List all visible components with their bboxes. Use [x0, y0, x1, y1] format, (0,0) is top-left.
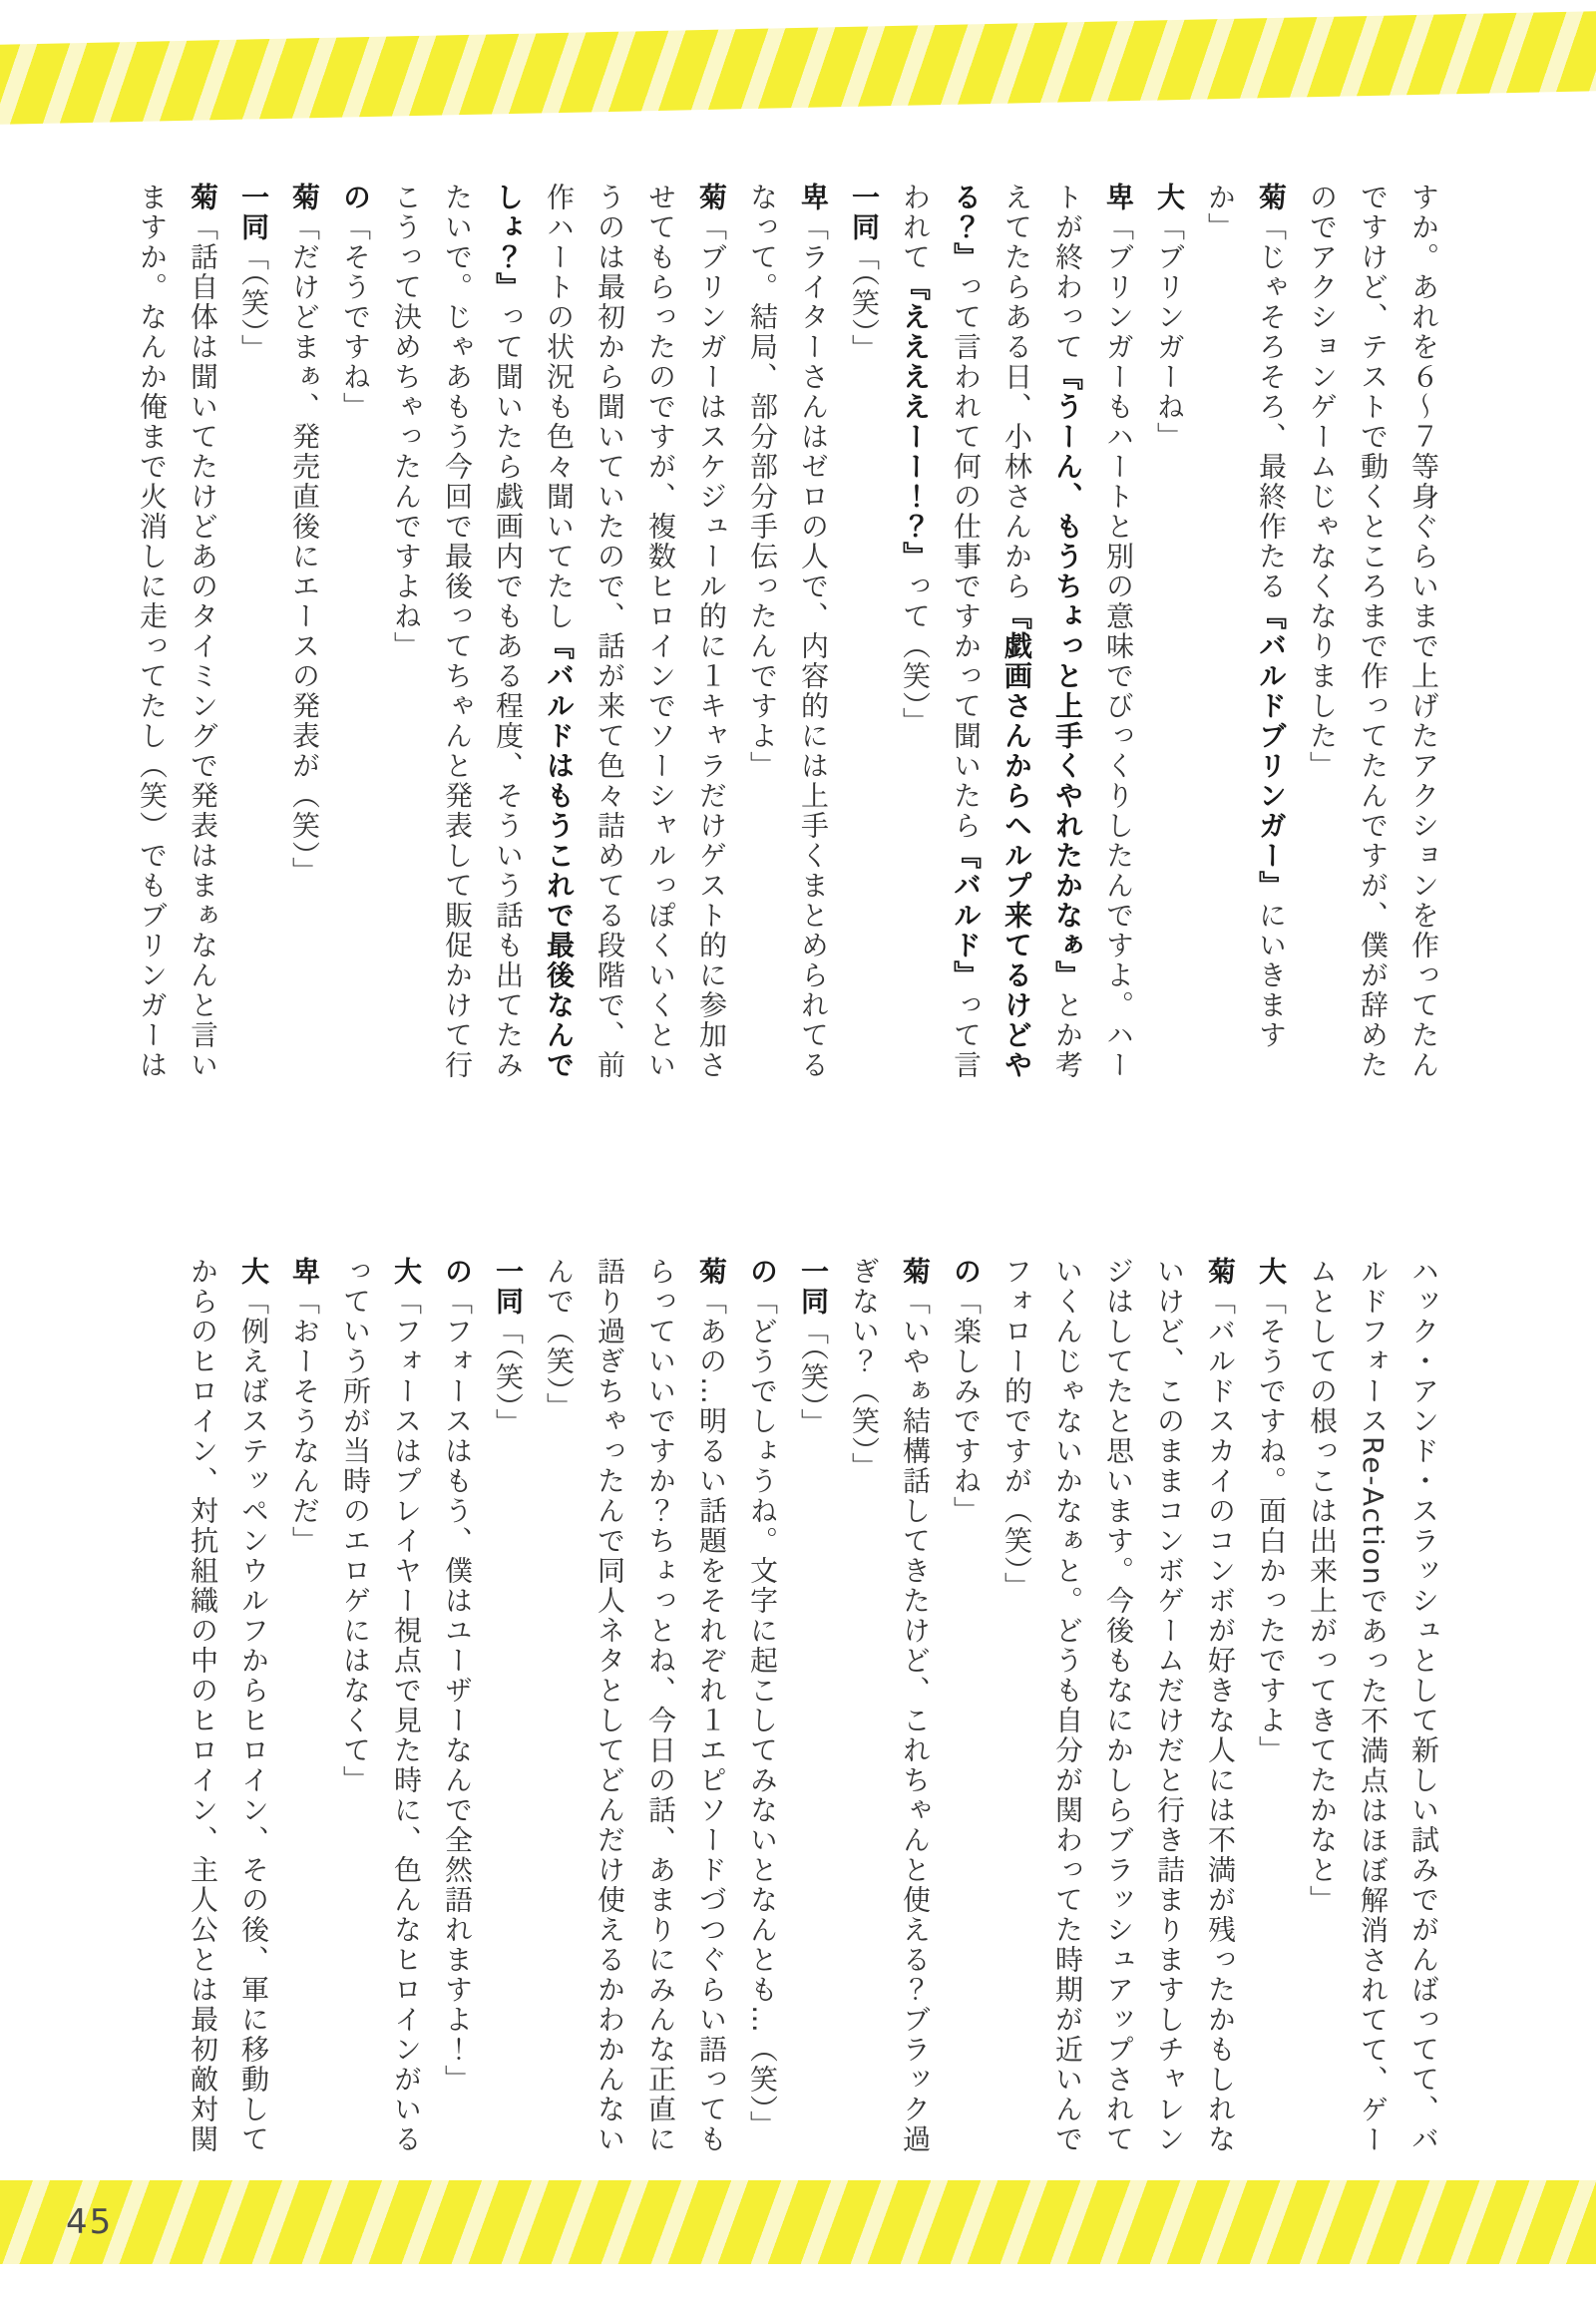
text-segment: にいきますか」	[1204, 183, 1288, 1050]
text-segment: 「ブリンガーね」	[1153, 212, 1186, 452]
speaker-label: 一同	[492, 1257, 525, 1317]
dialogue-paragraph	[1297, 183, 1449, 1085]
text-segment: 「そうですね」	[339, 212, 372, 422]
dialogue-paragraph	[279, 183, 330, 1085]
text-segment: 「バルドスカイのコンボが好きな人には不満が残ったかもしれないけど、このままコンボゲームだけだと行き詰まりますしチャレンジはしてたと思います。今後もなにかしらブラッシュアップされていくんじゃないかなぁと。どうも自分が関わってた時期が近いんでフォロー的ですが（笑）」	[1000, 1257, 1237, 2154]
text-segment: ハック・アンド・スラッシュとして新しい試みでがんばってて、バルドフォースRe-Actionであった不満点はほぼ解消されてて、ゲームとしての根っこは出来上がってきてたかなと」	[1306, 1257, 1440, 2155]
text-segment: 「だけどまぁ、発売直後にエースの発表が（笑）」	[288, 212, 321, 887]
text-segment: 「フォースはもう、僕はユーザーなんで全然語れますよ！」	[441, 1287, 474, 2095]
text-segment: 「例えばステッペンウルフからヒロイン、その後、軍に移動してからのヒロイン、対抗組織の中のヒロイン、主人公とは最初敵対関	[187, 1257, 270, 2154]
dialogue-paragraph	[228, 183, 279, 1085]
speaker-label: 大	[237, 1257, 270, 1287]
text-segment: 「ライターさんはゼロの人で、内容的には上手くまとめられてるなって。結局、部分部分手伝ったんですよ」	[746, 183, 830, 1080]
bottom-stripe-banner	[0, 2180, 1596, 2264]
text-segment: 「じゃそろそろ、最終作たる	[1255, 212, 1288, 601]
speaker-label: の	[339, 183, 372, 212]
emphasis-text-segment: 『バルドブリンガー』	[1255, 601, 1288, 901]
emphasis-text-segment: 『バルドはもうこれで最後なんでしょ？』	[492, 183, 576, 1080]
text-segment: って（笑）」	[899, 572, 932, 737]
speaker-label: 菊	[899, 1257, 932, 1287]
dialogue-paragraph	[178, 1257, 279, 2159]
text-segment: 「どうでしょうね。文字に起こしてみないとなんとも…（笑）」	[746, 1287, 779, 2140]
text-segment: 「そうですね。面白かったですよ」	[1255, 1287, 1288, 1765]
text-segment: とか考えてたらある日、小林さんから	[1000, 183, 1084, 1080]
emphasis-text-segment: 『うーん、もうちょっと上手くやれたかなぁ』	[1051, 362, 1084, 990]
text-segment: 「いやぁ結構話してきたけど、これちゃんと使える？ブラック過ぎない？（笑）」	[848, 1257, 932, 2154]
dialogue-paragraph	[992, 1257, 1246, 2159]
text-segment: 「あの…明るい話題をそれぞれ１エピソードづつぐらい語ってもらっていいですか？ちょっとね、今日の話、あまりにみんな正直に語り過ぎちゃったんで同人ネタとしてどんだけ使えるかわかんないんで（笑）」	[543, 1257, 728, 2154]
dialogue-paragraph	[1144, 183, 1195, 1085]
interview-text-upper-block	[127, 183, 1449, 1085]
emphasis-text-segment: 『ええええーー！？』	[899, 272, 932, 572]
speaker-label: 一同	[797, 1257, 830, 1317]
speaker-label: 菊	[288, 183, 321, 212]
speaker-label: 菊	[1255, 183, 1288, 212]
speaker-label: の	[441, 1257, 474, 1287]
interview-text-lower-block	[178, 1257, 1449, 2159]
text-segment: って聞いたら戯画内でもある程度、そういう話も出てたみたいで。じゃあもう今回で最後ってちゃんと発表して販促かけて行こうって決めちゃったんですよね」	[390, 183, 525, 1080]
speaker-label: 菊	[187, 183, 219, 212]
text-segment: 「（笑）」	[237, 242, 270, 364]
text-segment: って言われて何の仕事ですかって聞いたら	[950, 272, 983, 841]
speaker-label: 卑	[288, 1257, 321, 1287]
speaker-label: 菊	[695, 1257, 728, 1287]
text-segment: 「ブリンガーはスケジュール的に１キャラだけゲスト的に参加させてもらったのですが、複数ヒロインでソーシャルっぽくいくというのは最初から聞いていたので、話が来て色々詰めてる段階で、前作ハートの状況も色々聞いてたし	[543, 183, 728, 1080]
dialogue-paragraph	[941, 1257, 992, 2159]
emphasis-text-segment: 『バルド』	[950, 841, 983, 990]
dialogue-paragraph	[737, 183, 839, 1085]
text-segment: すか。あれを６～７等身ぐらいまで上げたアクションを作ってたんですけど、テストで動くところまで作ってたんですが、僕が辞めたのでアクションゲームじゃなくなりました」	[1306, 183, 1440, 1080]
emphasis-text-segment: 『戯画さんからヘルプ来てるけどやる？』	[950, 183, 1033, 1080]
text-segment: 「（笑）」	[797, 1317, 830, 1438]
speaker-label: 卑	[797, 183, 830, 212]
speaker-label: 菊	[1204, 1257, 1237, 1287]
dialogue-paragraph	[1246, 1257, 1297, 2159]
dialogue-paragraph	[483, 1257, 534, 2159]
speaker-label: 大	[1255, 1257, 1288, 1287]
page-number: 45	[66, 2202, 114, 2242]
text-segment: 「ブリンガーもハートと別の意味でびっくりしたんですよ。ハートが終わって	[1051, 183, 1135, 1080]
dialogue-paragraph	[1297, 1257, 1449, 2159]
text-segment: 「（笑）」	[492, 1317, 525, 1438]
speaker-label: の	[746, 1257, 779, 1287]
speaker-label: 一同	[237, 183, 270, 242]
text-segment: って言われて	[899, 183, 983, 1080]
dialogue-paragraph	[839, 1257, 941, 2159]
dialogue-paragraph	[432, 1257, 483, 2159]
dialogue-paragraph	[330, 1257, 432, 2159]
text-segment: 「楽しみですね」	[950, 1287, 983, 1526]
speaker-label: の	[950, 1257, 983, 1287]
top-stripe-banner	[0, 11, 1596, 125]
dialogue-paragraph	[534, 1257, 737, 2159]
dialogue-paragraph	[381, 183, 737, 1085]
dialogue-paragraph	[890, 183, 1144, 1085]
speaker-label: 菊	[695, 183, 728, 212]
speaker-label: 卑	[1102, 183, 1135, 212]
speaker-label: 一同	[848, 183, 881, 242]
dialogue-paragraph	[279, 1257, 330, 2159]
text-segment: 「フォースはプレイヤー視点で見た時に、色んなヒロインがいるっていう所が当時のエロゲにはなくて」	[339, 1257, 423, 2154]
dialogue-paragraph	[127, 183, 228, 1085]
text-segment: 「話自体は聞いてたけどあのタイミングで発表はまぁなんと言いますか。なんか俺まで火消しに走ってたし（笑）でもブリンガーは	[136, 183, 219, 1080]
dialogue-paragraph	[737, 1257, 788, 2159]
dialogue-paragraph	[839, 183, 890, 1085]
text-segment: 「（笑）」	[848, 242, 881, 364]
dialogue-paragraph	[330, 183, 381, 1085]
dialogue-paragraph	[788, 1257, 839, 2159]
speaker-label: 大	[390, 1257, 423, 1287]
dialogue-paragraph	[1195, 183, 1297, 1085]
speaker-label: 大	[1153, 183, 1186, 212]
text-segment: 「おーそうなんだ」	[288, 1287, 321, 1556]
